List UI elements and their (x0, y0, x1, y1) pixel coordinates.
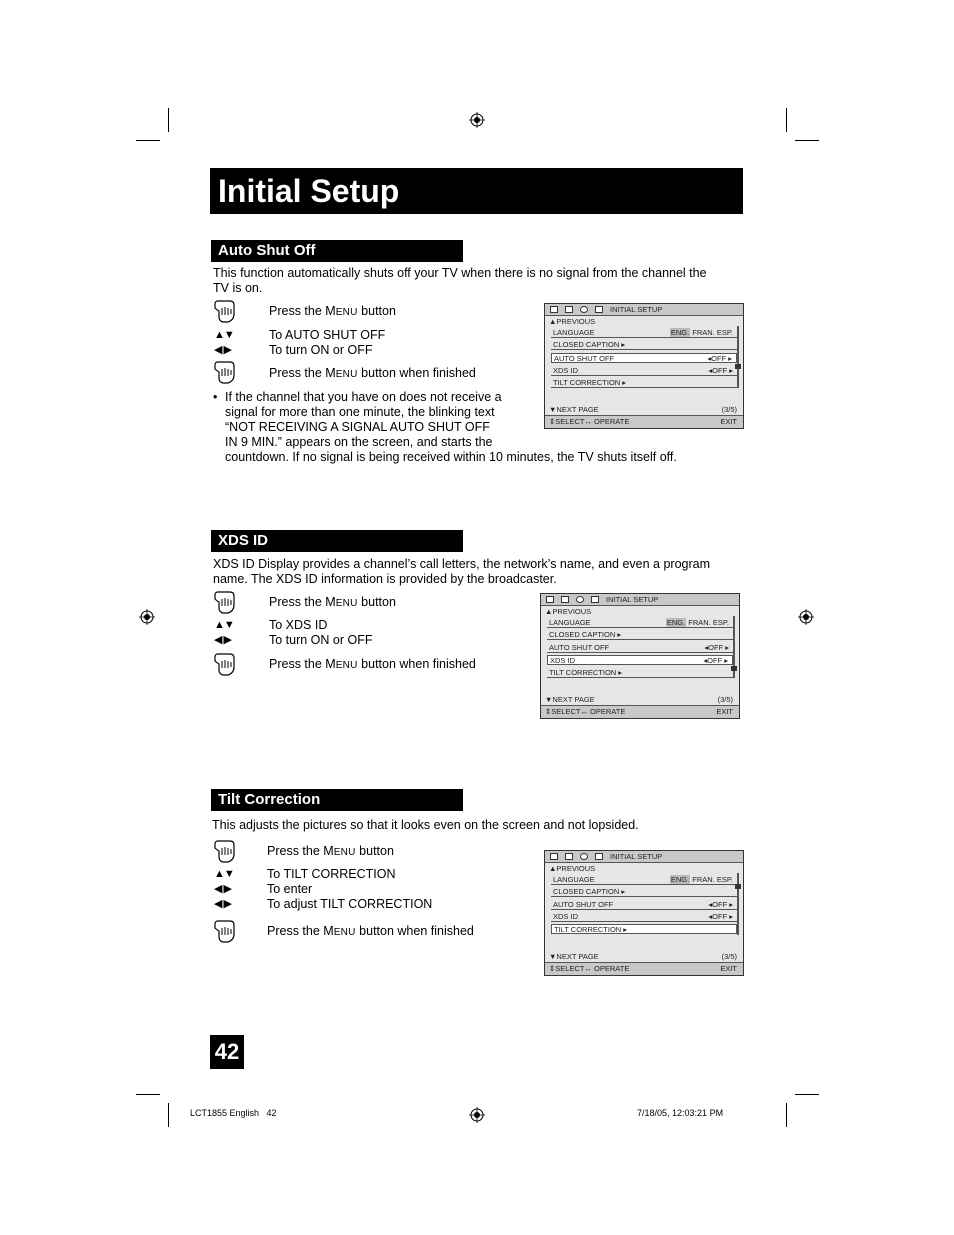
up-down-arrows-icon: ▲▼ (214, 619, 234, 631)
osd-title-bar (545, 851, 743, 863)
crop-mark (168, 108, 169, 132)
crop-mark (136, 1094, 160, 1095)
osd-next-page: ▼NEXT PAGE (545, 695, 595, 704)
step-adjust: To turn ON or OFF (269, 343, 373, 357)
osd-previous: ▲PREVIOUS (545, 607, 592, 616)
tilt-correction-intro: This adjusts the pictures so that it looks even on the screen and not lopsided. (212, 818, 639, 832)
osd-row-language: LANGUAGE ENG. FRAN. ESP. (551, 875, 737, 885)
picture-icon (550, 306, 558, 313)
sound-icon (565, 853, 573, 860)
crop-mark (168, 1103, 169, 1127)
osd-title-bar (545, 304, 743, 316)
timer-icon (580, 853, 588, 860)
step-press-menu: Press the MENU button (269, 595, 396, 609)
footer-right: 7/18/05, 12:03:21 PM (637, 1108, 724, 1118)
osd-menu-screenshot (544, 303, 744, 429)
osd-row-language: LANGUAGE ENG. FRAN. ESP. (547, 618, 733, 628)
osd-row-xds-id: XDS ID ◂OFF ▸ (547, 655, 733, 665)
osd-title: INITIAL SETUP (606, 595, 659, 604)
osd-scrollbar (737, 326, 739, 388)
crop-mark (136, 140, 160, 141)
auto-shut-off-intro: This function automatically shuts off your TV when there is no signal from the channel the TV is on. (213, 266, 707, 295)
osd-select-operate: ⇕SELECT↔ OPERATE (549, 417, 630, 426)
step-select-item: To XDS ID (269, 618, 328, 632)
osd-page-indicator: (3/5) (721, 405, 737, 414)
registration-mark-icon (139, 609, 155, 625)
hand-press-icon (212, 653, 236, 677)
osd-bottom-bar (545, 415, 743, 428)
bullet-mark: • (213, 390, 218, 404)
osd-row-auto-shut-off: AUTO SHUT OFF ◂OFF ▸ (547, 643, 733, 653)
osd-menu-exit: EXIT (720, 417, 737, 426)
osd-menu-screenshot (540, 593, 740, 719)
osd-row-xds-id: XDS ID ◂OFF ▸ (551, 366, 737, 376)
bullet-line: “NOT RECEIVING A SIGNAL AUTO SHUT OFF (225, 420, 490, 434)
left-right-arrows-icon: ◀ ▶ (214, 898, 231, 910)
osd-menu-exit: EXIT (720, 964, 737, 973)
hand-press-icon (212, 361, 236, 385)
hand-press-icon (212, 920, 236, 944)
bullet-line: countdown. If no signal is being received within 10 minutes, the TV shuts itself off. (225, 450, 677, 464)
osd-bottom-bar (545, 962, 743, 975)
step-press-menu-finish: Press the MENU button when finished (267, 924, 474, 938)
osd-previous: ▲PREVIOUS (549, 864, 596, 873)
osd-row-tilt-correction: TILT CORRECTION ▸ (547, 668, 733, 678)
osd-title: INITIAL SETUP (610, 305, 663, 314)
bullet-line: signal for more than one minute, the blinking text (225, 405, 495, 419)
bullet-line: IN 9 MIN.” appears on the screen, and starts the (225, 435, 493, 449)
osd-row-auto-shut-off: AUTO SHUT OFF ◂OFF ▸ (551, 900, 737, 910)
registration-mark-icon (798, 609, 814, 625)
crop-mark (786, 1103, 787, 1127)
page-number: 42 (210, 1035, 244, 1069)
crop-mark (786, 108, 787, 132)
bullet-line: If the channel that you have on does not receive a (225, 390, 502, 404)
sound-icon (565, 306, 573, 313)
osd-menu-exit: EXIT (716, 707, 733, 716)
step-adjust: To adjust TILT CORRECTION (267, 897, 433, 911)
hand-press-icon (212, 300, 236, 324)
section-heading-xds-id: XDS ID (211, 530, 463, 552)
osd-next-page: ▼NEXT PAGE (549, 952, 599, 961)
registration-mark-icon (469, 112, 485, 128)
step-select-item: To AUTO SHUT OFF (269, 328, 386, 342)
page-title: Initial Setup (210, 168, 743, 214)
osd-row-closed-caption: CLOSED CAPTION ▸ (551, 887, 737, 897)
registration-mark-icon (469, 1107, 485, 1123)
left-right-arrows-icon: ◀ ▶ (214, 634, 231, 646)
osd-previous: ▲PREVIOUS (549, 317, 596, 326)
osd-next-page: ▼NEXT PAGE (549, 405, 599, 414)
osd-row-closed-caption: CLOSED CAPTION ▸ (551, 340, 737, 350)
osd-select-operate: ⇕SELECT↔ OPERATE (549, 964, 630, 973)
crop-mark (795, 1094, 819, 1095)
osd-page-indicator: (3/5) (717, 695, 733, 704)
osd-bottom-bar (541, 705, 739, 718)
osd-row-tilt-correction: TILT CORRECTION ▸ (551, 378, 737, 388)
step-press-menu-finish: Press the MENU button when finished (269, 366, 476, 380)
osd-title-bar (541, 594, 739, 606)
step-enter: To enter (267, 882, 313, 896)
osd-row-language: LANGUAGE ENG. FRAN. ESP. (551, 328, 737, 338)
timer-icon (580, 306, 588, 313)
osd-page-indicator: (3/5) (721, 952, 737, 961)
section-heading-tilt-correction: Tilt Correction (211, 789, 463, 811)
left-right-arrows-icon: ◀ ▶ (214, 344, 231, 356)
osd-row-xds-id: XDS ID ◂OFF ▸ (551, 912, 737, 922)
footer-left: LCT1855 English 42 (190, 1108, 277, 1118)
setup-icon (595, 306, 603, 313)
hand-press-icon (212, 840, 236, 864)
picture-icon (546, 596, 554, 603)
osd-select-operate: ⇕SELECT↔ OPERATE (545, 707, 626, 716)
setup-icon (595, 853, 603, 860)
step-press-menu-finish: Press the MENU button when finished (269, 657, 476, 671)
step-press-menu: Press the MENU button (269, 304, 396, 318)
step-select-item: To TILT CORRECTION (267, 867, 396, 881)
setup-icon (591, 596, 599, 603)
xds-id-intro: XDS ID Display provides a channel’s call letters, the network’s name, and even a program name. The XDS ID information is provided by the broadcaster. (213, 557, 711, 586)
osd-scroll-knob (731, 666, 737, 671)
osd-row-tilt-correction: TILT CORRECTION ▸ (551, 924, 737, 934)
osd-scrollbar (737, 873, 739, 935)
section-heading-auto-shut-off: Auto Shut Off (211, 240, 463, 262)
osd-menu-screenshot (544, 850, 744, 976)
osd-title: INITIAL SETUP (610, 852, 663, 861)
osd-row-auto-shut-off: AUTO SHUT OFF ◂OFF ▸ (551, 353, 737, 363)
hand-press-icon (212, 591, 236, 615)
osd-scroll-knob (735, 884, 741, 889)
up-down-arrows-icon: ▲▼ (214, 329, 234, 341)
step-press-menu: Press the MENU button (267, 844, 394, 858)
osd-row-closed-caption: CLOSED CAPTION ▸ (547, 630, 733, 640)
left-right-arrows-icon: ◀ ▶ (214, 883, 231, 895)
sound-icon (561, 596, 569, 603)
up-down-arrows-icon: ▲▼ (214, 868, 234, 880)
picture-icon (550, 853, 558, 860)
step-adjust: To turn ON or OFF (269, 633, 373, 647)
timer-icon (576, 596, 584, 603)
osd-scroll-knob (735, 364, 741, 369)
crop-mark (795, 140, 819, 141)
